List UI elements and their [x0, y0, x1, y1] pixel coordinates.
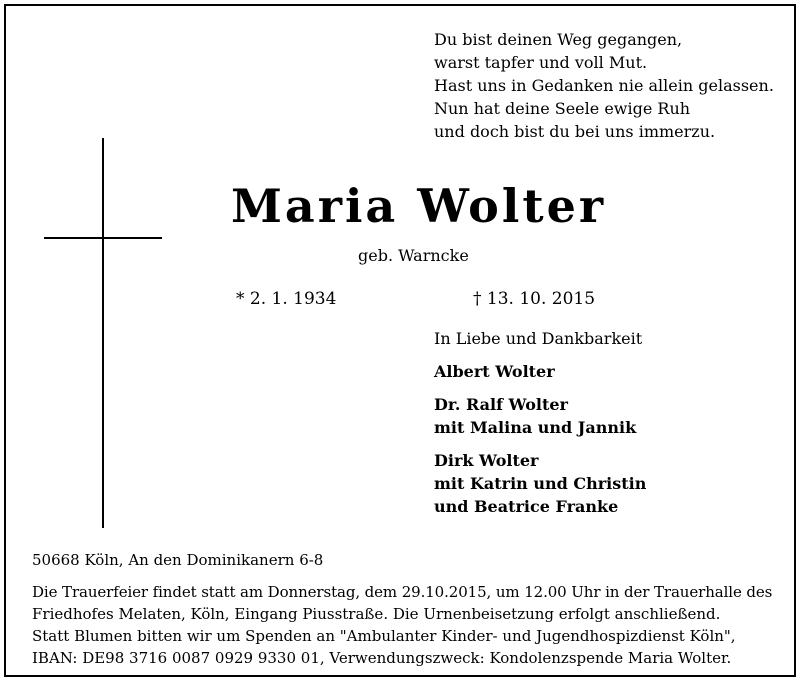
poem: [434, 28, 774, 143]
birth-date: * 2. 1. 1934: [236, 289, 337, 309]
cross-horizontal-bar: [44, 237, 162, 239]
poem-line: Hast uns in Gedanken nie allein gelassen.: [434, 76, 774, 95]
address: 50668 Köln, An den Dominikanern 6-8: [32, 551, 324, 569]
poem-line: Nun hat deine Seele ewige Ruh: [434, 99, 691, 118]
poem-line: warst tapfer und voll Mut.: [434, 53, 648, 72]
family-group: [434, 360, 646, 383]
maiden-name: geb. Warncke: [358, 246, 469, 265]
family-member: Albert Wolter: [434, 362, 555, 381]
family-member: und Beatrice Franke: [434, 497, 619, 516]
info-line: Friedhofes Melaten, Köln, Eingang Piusstraße. Die Urnenbeisetzung erfolgt anschließend.: [32, 605, 721, 623]
info-line: IBAN: DE98 3716 0087 0929 9330 01, Verwendungszweck: Kondolenzspende Maria Wolter.: [32, 649, 732, 667]
family-member: Dr. Ralf Wolter: [434, 395, 568, 414]
family-member: mit Malina und Jannik: [434, 418, 637, 437]
obituary-notice: [4, 4, 796, 677]
deceased-name: Maria Wolter: [231, 179, 607, 233]
info-line: Statt Blumen bitten wir um Spenden an "Ambulanter Kinder- und Jugendhospizdienst Köln",: [32, 627, 736, 645]
family-group: [434, 449, 646, 518]
poem-line: Du bist deinen Weg gegangen,: [434, 30, 683, 49]
family-member: mit Katrin und Christin: [434, 474, 647, 493]
cross-vertical-bar: [102, 138, 104, 528]
poem-line: und doch bist du bei uns immerzu.: [434, 122, 716, 141]
family-member: Dirk Wolter: [434, 451, 539, 470]
family-group: [434, 393, 646, 439]
family-intro: In Liebe und Dankbarkeit: [434, 329, 643, 348]
info-line: Die Trauerfeier findet statt am Donnerstag, dem 29.10.2015, um 12.00 Uhr in der Trauerhalle des: [32, 583, 773, 601]
funeral-info: [32, 581, 772, 669]
death-date: † 13. 10. 2015: [473, 289, 596, 309]
family-signatures: [434, 327, 646, 528]
